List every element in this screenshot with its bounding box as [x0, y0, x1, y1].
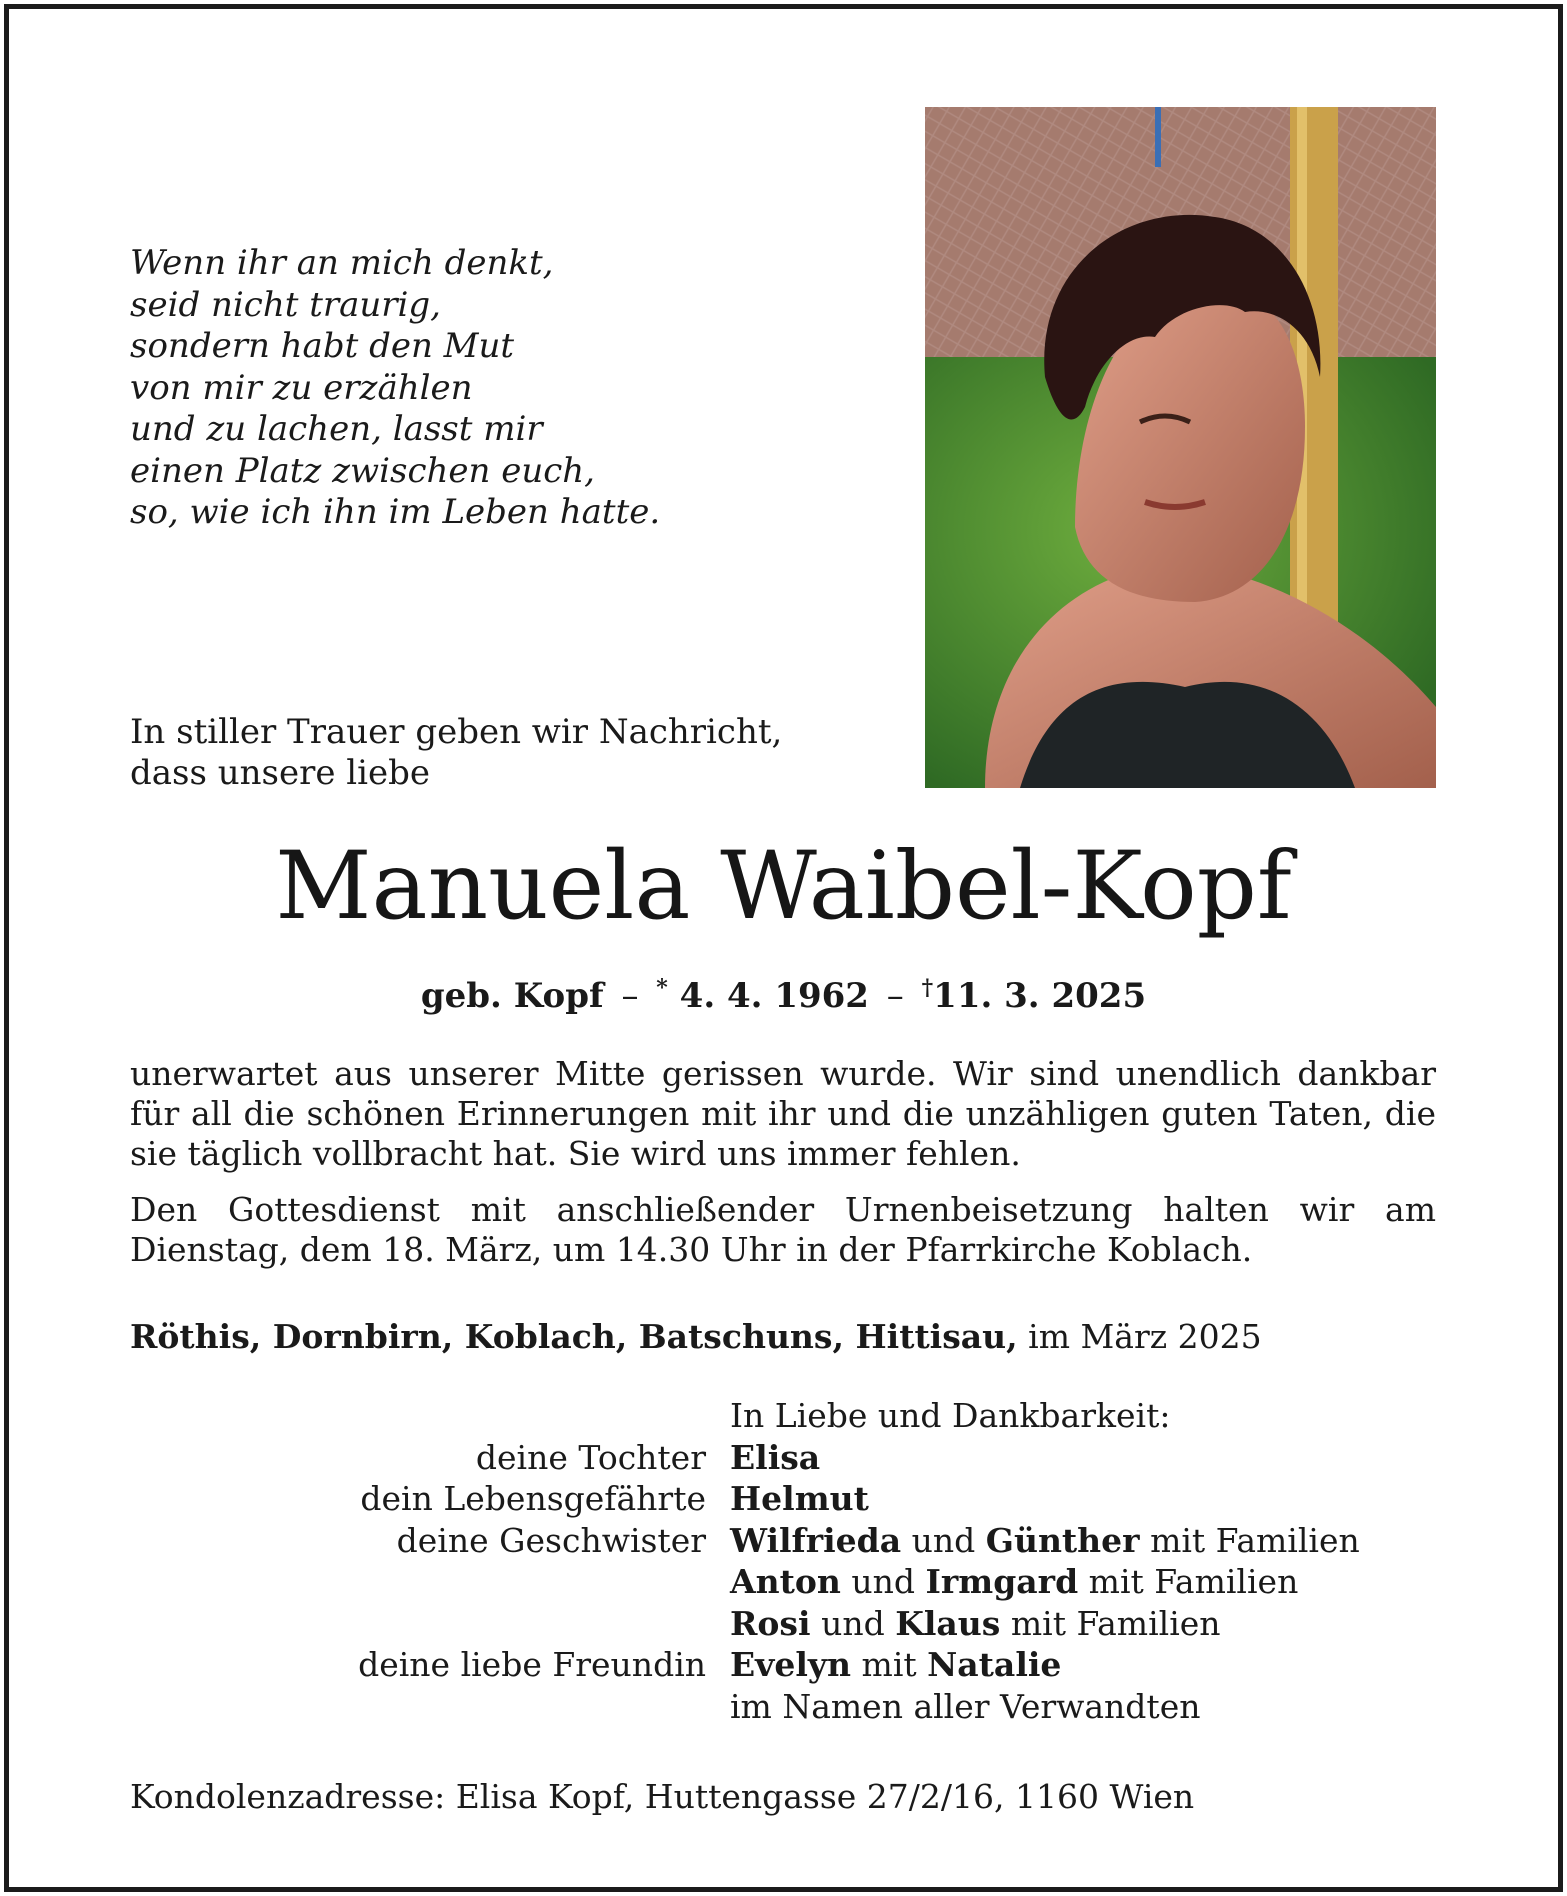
relation-label: deine Tochter — [475, 1437, 706, 1477]
relation-label: dein Lebensgefährte — [360, 1479, 706, 1518]
connector-text: mit Familien — [1150, 1520, 1360, 1560]
portrait-photo — [925, 107, 1436, 788]
intro-line: In stiller Trauer geben wir Nachricht, — [130, 712, 783, 752]
birth-date: 4. 4. 1962 — [679, 976, 869, 1016]
list-item — [130, 1603, 1436, 1645]
mourner-name: Anton — [730, 1562, 841, 1601]
mourner-name: Evelyn — [730, 1645, 852, 1684]
mourners-list — [130, 1395, 1436, 1727]
mourner-name: Elisa — [730, 1437, 821, 1477]
condolence-address: Kondolenzadresse: Elisa Kopf, Huttengasse 27/2/16, 1160 Wien — [130, 1777, 1195, 1816]
connector-text: und — [851, 1562, 915, 1601]
deceased-name: Manuela Waibel-Kopf — [275, 832, 1292, 941]
poem-line: sondern habt den Mut — [130, 326, 515, 366]
service-paragraph: Den Gottesdienst mit anschließender Urnenbeisetzung halten wir am Dienstag, dem 18. März, um 14.30 Uhr in der Pfarrkirche Koblach. — [130, 1190, 1436, 1269]
mourners-closing: im Namen aller Verwandten — [730, 1686, 1201, 1726]
death-date: 11. 3. 2025 — [933, 976, 1147, 1016]
poem — [130, 243, 661, 534]
relation-label: deine Geschwister — [396, 1520, 706, 1560]
relation-label: deine liebe Freundin — [358, 1645, 706, 1684]
mourners-heading: In Liebe und Dankbarkeit: — [730, 1396, 1171, 1435]
towns: Röthis, Dornbirn, Koblach, Batschuns, Hittisau, — [130, 1317, 1018, 1356]
poem-line: und zu lachen, lasst mir — [130, 409, 543, 449]
life-dates — [0, 967, 1567, 1017]
poem-line: von mir zu erzählen — [130, 367, 473, 408]
list-item — [130, 1561, 1436, 1603]
body-paragraph: unerwartet aus unserer Mitte gerissen wurde. Wir sind unendlich dankbar für all die schönen Erinnerungen mit ihr und die unzähligen guten Taten, die sie täglich vollbracht hat. Sie wird uns immer fehlen. — [130, 1054, 1436, 1173]
connector-text: und — [821, 1603, 885, 1643]
poem-line: Wenn ihr an mich denkt, — [130, 243, 554, 283]
list-item — [130, 1686, 1436, 1728]
mourner-name: Irmgard — [925, 1562, 1079, 1601]
death-symbol: † — [921, 975, 934, 1001]
poem-line: seid nicht traurig, — [130, 284, 441, 325]
birth-name: geb. Kopf — [420, 976, 604, 1016]
mourner-name: Natalie — [927, 1645, 1062, 1684]
poem-line: so, wie ich ihn im Leben hatte. — [130, 492, 661, 532]
list-item — [130, 1395, 1436, 1437]
list-item — [130, 1644, 1436, 1686]
mourner-name: Klaus — [895, 1603, 1001, 1643]
list-item — [130, 1520, 1436, 1562]
separator-dash: – — [886, 976, 904, 1016]
mourner-name: Günther — [985, 1520, 1140, 1560]
list-item — [130, 1437, 1436, 1479]
mourner-name: Rosi — [730, 1603, 811, 1643]
connector-text: mit Familien — [1088, 1562, 1299, 1601]
connector-text: mit Familien — [1010, 1603, 1221, 1643]
intro-text — [130, 712, 830, 794]
connector-text: und — [911, 1520, 976, 1560]
list-item — [130, 1478, 1436, 1520]
mourner-name: Helmut — [730, 1479, 869, 1518]
places-line — [130, 1317, 1436, 1357]
intro-line: dass unsere liebe — [130, 753, 431, 793]
mourner-name: Wilfrieda — [730, 1520, 902, 1560]
separator-dash: – — [621, 976, 639, 1016]
connector-text: mit — [861, 1645, 917, 1684]
places-date: im März 2025 — [1028, 1317, 1262, 1356]
poem-line: einen Platz zwischen euch, — [130, 450, 595, 491]
birth-symbol: * — [656, 975, 668, 1001]
